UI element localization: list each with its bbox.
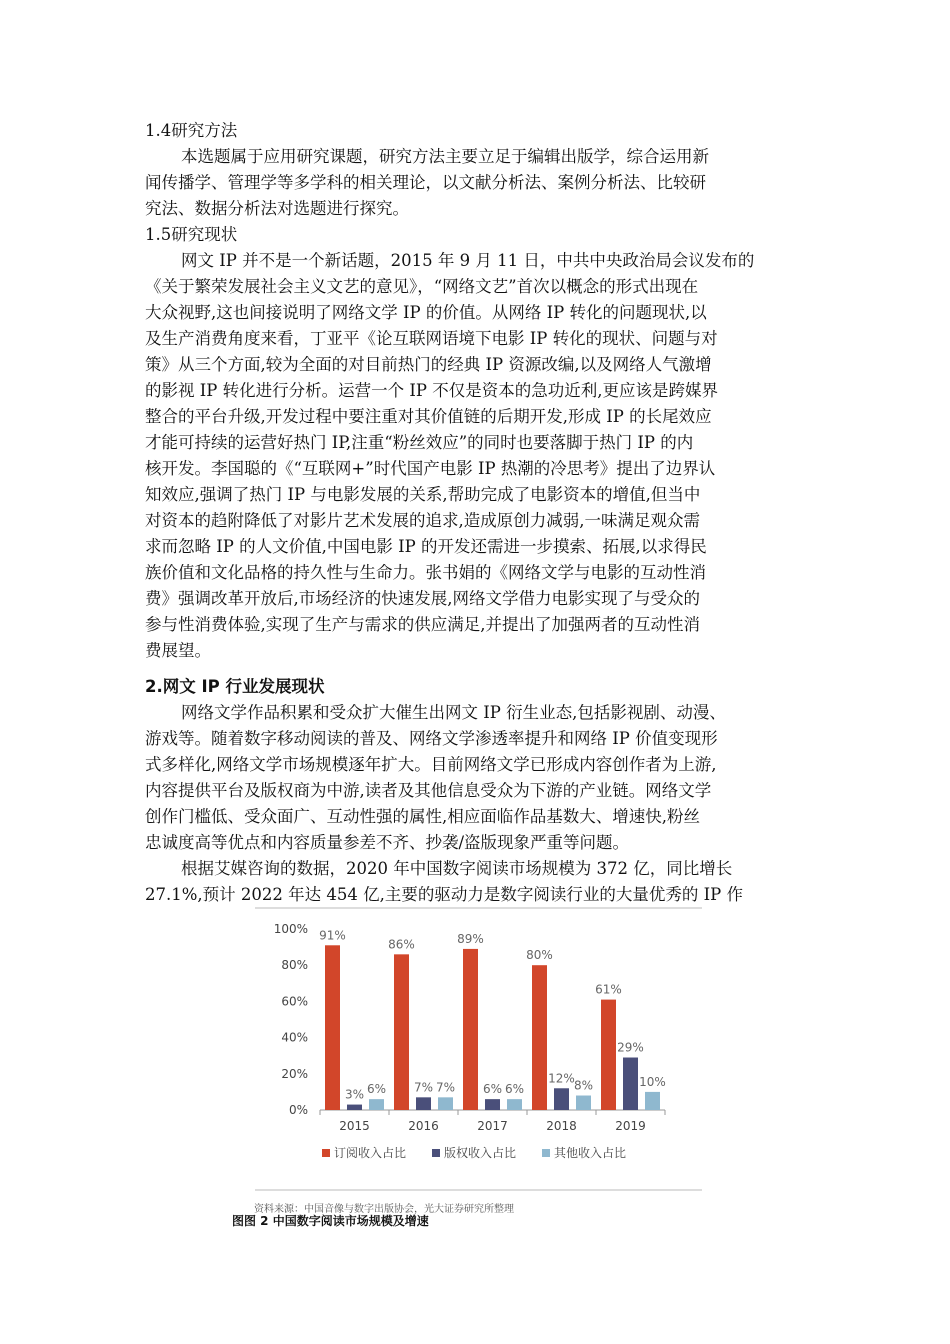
paragraph-line: 的影视 IP 转化进行分析。运营一个 IP 不仅是资本的急功近利,更应该是跨媒界 <box>145 381 718 400</box>
paragraph-line: 对资本的趋附降低了对影片艺术发展的追求,造成原创力减弱,一味满足观众需 <box>145 511 700 530</box>
y-tick-label: 20% <box>281 1066 308 1081</box>
data-label: 7% <box>435 1080 456 1095</box>
legend-label: 订阅收入占比 <box>334 1146 407 1160</box>
revenue-share-chart <box>250 905 705 1195</box>
paragraph-line: 整合的平台升级,开发过程中要注重对其价值链的后期开发,形成 IP 的长尾效应 <box>145 407 712 426</box>
paragraph-line: 27.1%,预计 2022 年达 454 亿,主要的驱动力是数字阅读行业的大量优秀的 IP 作 <box>145 885 743 904</box>
legend-label: 版权收入占比 <box>444 1146 517 1160</box>
paragraph-line: 才能可持续的运营好热门 IP,注重“粉丝效应”的同时也要落脚于热门 IP 的内 <box>145 433 694 452</box>
legend-swatch <box>322 1149 330 1157</box>
chart-svg <box>250 905 705 1195</box>
legend-swatch <box>542 1149 550 1157</box>
data-label: 6% <box>504 1082 525 1097</box>
data-label: 8% <box>573 1078 594 1093</box>
paragraph-line: 费》强调改革开放后,市场经济的快速发展,网络文学借力电影实现了与受众的 <box>145 589 700 608</box>
data-label: 91% <box>319 928 346 943</box>
paragraph-line: 及生产消费角度来看，丁亚平《论互联网语境下电影 IP 转化的现状、问题与对 <box>145 329 718 348</box>
y-tick-label: 40% <box>281 1030 308 1045</box>
y-tick-label: 0% <box>288 1103 308 1117</box>
bar <box>325 945 340 1110</box>
figure-caption: 图图 2 中国数字阅读市场规模及增速 <box>232 1214 429 1228</box>
data-label: 80% <box>526 948 553 963</box>
paragraph-line: 知效应,强调了热门 IP 与电影发展的关系,帮助完成了电影资本的增值,但当中 <box>145 485 701 504</box>
paragraph-line: 创作门槛低、受众面广、互动性强的属性,相应面临作品基数大、增速快,粉丝 <box>145 807 700 826</box>
paragraph-line: 《关于繁荣发展社会主义文艺的意见》，“网络文艺”首次以概念的形式出现在 <box>145 277 699 296</box>
y-tick-label: 80% <box>281 958 308 973</box>
section-heading-2: 2.网文 IP 行业发展现状 <box>145 677 325 696</box>
paragraph-line: 策》从三个方面,较为全面的对目前热门的经典 IP 资源改编,以及网络人气激增 <box>145 355 712 374</box>
x-tick-label: 2017 <box>477 1119 508 1133</box>
data-label: 6% <box>482 1082 503 1097</box>
bar <box>369 1099 384 1110</box>
bar <box>623 1058 638 1110</box>
bar <box>645 1092 660 1110</box>
section-heading-1-5: 1.5研究现状 <box>145 225 238 244</box>
bar <box>532 965 547 1110</box>
paragraph-line: 忠诚度高等优点和内容质量参差不齐、抄袭/盗版现象严重等问题。 <box>145 833 630 852</box>
data-label: 3% <box>344 1087 365 1102</box>
section-heading-1-4: 1.4研究方法 <box>145 121 238 140</box>
paragraph-line: 式多样化,网络文学市场规模逐年扩大。目前网络文学已形成内容创作者为上游, <box>145 755 717 774</box>
bar <box>576 1096 591 1110</box>
bar <box>485 1099 500 1110</box>
paragraph-line: 网络文学作品积累和受众扩大催生出网文 IP 衍生业态,包括影视剧、动漫、 <box>181 703 726 722</box>
paragraph-line: 网文 IP 并不是一个新话题，2015 年 9 月 11 日，中共中央政治局会议发布的 <box>181 251 755 270</box>
data-label: 29% <box>617 1040 644 1055</box>
x-tick-label: 2019 <box>615 1119 646 1133</box>
paragraph-line: 内容提供平台及版权商为中游,读者及其他信息受众为下游的产业链。网络文学 <box>145 781 712 800</box>
paragraph-line: 求而忽略 IP 的人文价值,中国电影 IP 的开发还需进一步摸索、拓展,以求得民 <box>145 537 707 556</box>
figure-source: 资料来源：中国音像与数字出版协会，光大证券研究所整理 <box>254 1204 514 1215</box>
bar <box>463 949 478 1110</box>
data-label: 61% <box>595 982 622 997</box>
paragraph-line: 究法、数据分析法对选题进行探究。 <box>145 199 409 218</box>
data-label: 10% <box>639 1074 666 1089</box>
data-label: 12% <box>548 1071 575 1086</box>
data-label: 6% <box>366 1082 387 1097</box>
paragraph-line: 参与性消费体验,实现了生产与需求的供应满足,并提出了加强两者的互动性消 <box>145 615 700 634</box>
x-tick-label: 2018 <box>546 1119 577 1133</box>
paragraph-line: 大众视野,这也间接说明了网络文学 IP 的价值。从网络 IP 转化的问题现状,以 <box>145 303 707 322</box>
bar <box>394 954 409 1110</box>
y-tick-label: 100% <box>273 922 308 936</box>
bar <box>601 1000 616 1110</box>
paragraph-line: 核开发。李国聪的《“互联网+”时代国产电影 IP 热潮的冷思考》提出了边界认 <box>145 459 716 478</box>
x-tick-label: 2015 <box>339 1119 370 1133</box>
legend-swatch <box>432 1149 440 1157</box>
bar <box>347 1105 362 1110</box>
document-body <box>145 118 805 908</box>
paragraph-line: 根据艾媒咨询的数据，2020 年中国数字阅读市场规模为 372 亿，同比增长 <box>181 859 733 878</box>
data-label: 89% <box>457 931 484 946</box>
paragraph-line: 闻传播学、管理学等多学科的相关理论，以文献分析法、案例分析法、比较研 <box>145 173 706 192</box>
legend-label: 其他收入占比 <box>554 1146 627 1160</box>
paragraph-line: 族价值和文化品格的持久性与生命力。张书娟的《网络文学与电影的互动性消 <box>145 563 706 582</box>
data-label: 86% <box>388 937 415 952</box>
bar <box>507 1099 522 1110</box>
paragraph-line: 游戏等。随着数字移动阅读的普及、网络文学渗透率提升和网络 IP 价值变现形 <box>145 729 718 748</box>
bar <box>416 1097 431 1110</box>
y-tick-label: 60% <box>281 994 308 1009</box>
data-label: 7% <box>413 1080 434 1095</box>
bar <box>554 1088 569 1110</box>
paragraph-line: 本选题属于应用研究课题，研究方法主要立足于编辑出版学，综合运用新 <box>181 147 709 166</box>
bar <box>438 1097 453 1110</box>
paragraph-line: 费展望。 <box>145 641 211 660</box>
x-tick-label: 2016 <box>408 1119 439 1133</box>
